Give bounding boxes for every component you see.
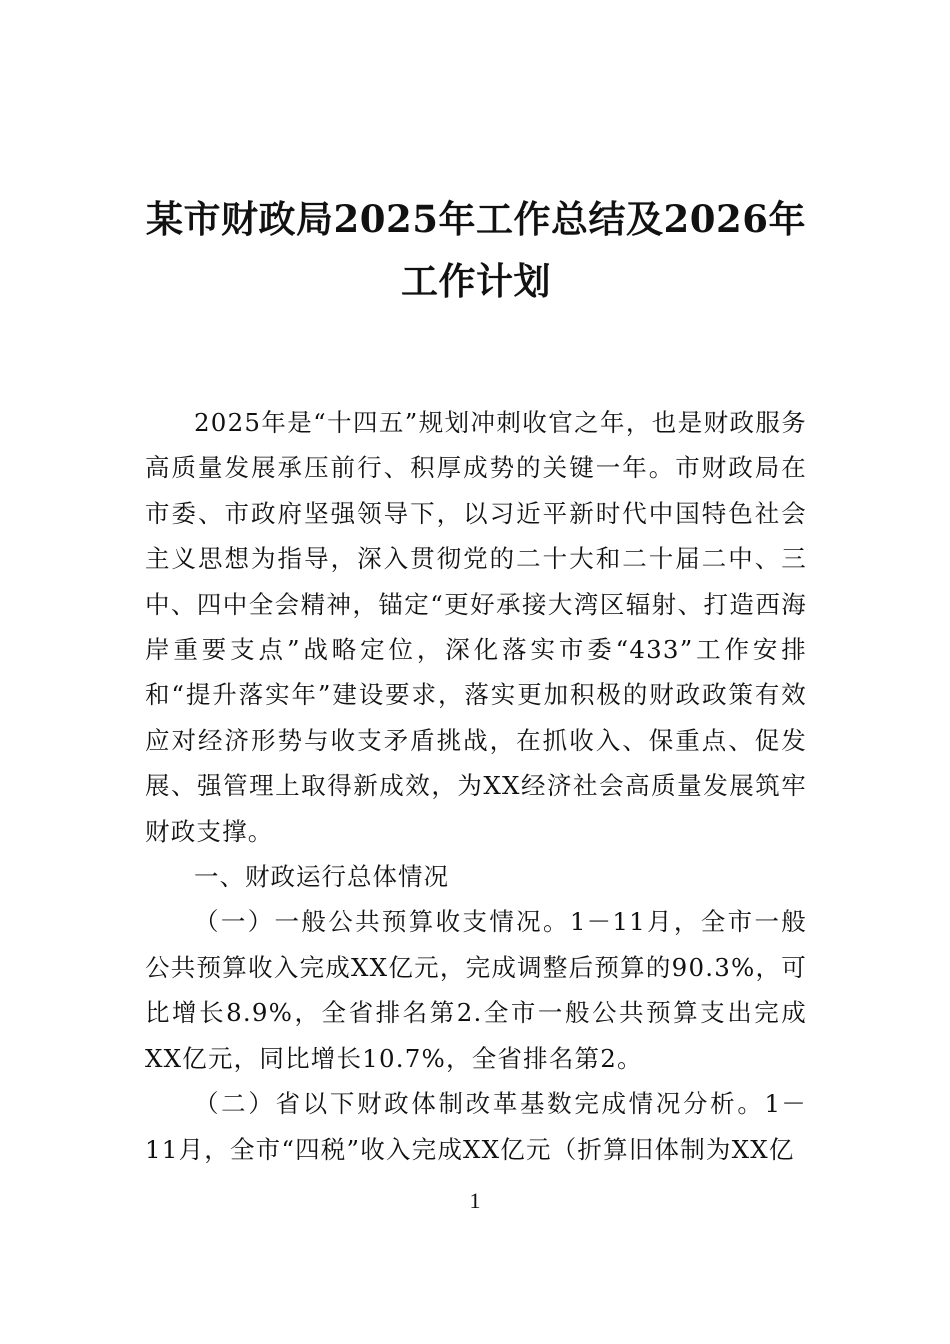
document-title: 某市财政局2025年工作总结及2026年工作计划: [146, 197, 806, 303]
section-item-2: （二）省以下财政体制改革基数完成情况分析。1－11月，全市“四税”收入完成XX亿元（折算旧体制为XX亿: [145, 1089, 807, 1164]
section-item-1: （一）一般公共预算收支情况。1－11月，全市一般公共预算收入完成XX亿元，完成调整后预算的90.3%，可比增长8.9%，全省排名第2.全市一般公共预算支出完成XX亿元，同比增长10.7%，全省排名第2。: [145, 907, 807, 1073]
document-body: [145, 400, 807, 1172]
section-heading: 一、财政运行总体情况: [194, 862, 449, 892]
page-number: 1: [469, 1188, 481, 1213]
intro-paragraph: 2025年是“十四五”规划冲刺收官之年，也是财政服务高质量发展承压前行、积厚成势的关键一年。市财政局在市委、市政府坚强领导下，以习近平新时代中国特色社会主义思想为指导，深入贯彻党的二十大和二十届二中、三中、四中全会精神，锚定“更好承接大湾区辐射、打造西海岸重要支点”战略定位，深化落实市委“433”工作安排和“提升落实年”建设要求，落实更加积极的财政政策有效应对经济形势与收支矛盾挑战，在抓收入、保重点、促发展、强管理上取得新成效，为XX经济社会高质量发展筑牢财政支撑。: [145, 408, 807, 846]
